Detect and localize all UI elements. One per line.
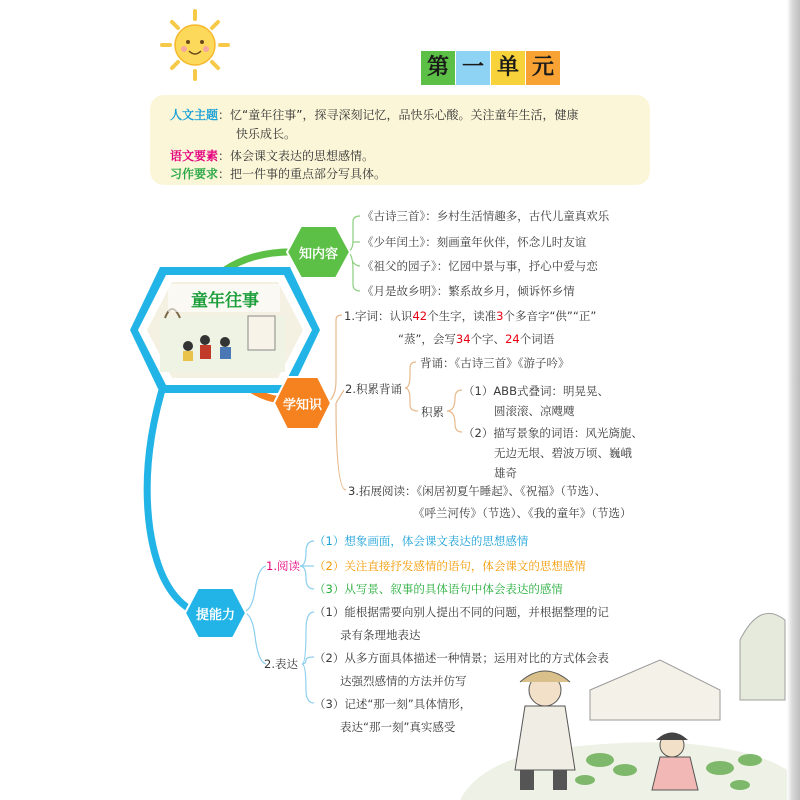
content-item: 《古诗三首》：乡村生活情趣多，古代儿童真欢乐 [362, 209, 610, 223]
extended-reading-line2: 《呼兰河传》（节选）、《我的童年》（节选） [413, 506, 632, 520]
collect-label: 积累 [421, 405, 444, 419]
content-item: 《少年闰土》：刻画童年伙伴，怀念儿时友谊 [362, 235, 587, 249]
expression-item-3-line2: 表达“那一刻”真实感受 [340, 720, 456, 734]
theme-label: 人文主题 [170, 108, 219, 122]
reading-item: （2）关注直接抒发感情的语句，体会课文的思想感情 [314, 559, 586, 573]
collect-item-1-line2: 圆滚滚、凉飕飕 [494, 404, 575, 418]
theme-text-cont: 快乐成长。 [236, 127, 297, 141]
center-title: 童年往事 [191, 291, 259, 311]
expression-item-1-line1: （1）能根据需要向别人提出不同的问题，并根据整理的记 [314, 605, 609, 619]
element-label: 语文要素 [170, 149, 219, 163]
unit-title-char-1: 第 [421, 51, 455, 85]
unit-title-char-4: 元 [526, 51, 560, 85]
knowledge-branch-label: 学知识 [282, 398, 322, 413]
collect-item-1-line1: （1）ABB式叠词：明晃晃、 [463, 384, 609, 398]
collect-item-2-line2: 无边无垠、碧波万顷、巍峨 [494, 446, 632, 460]
unit-title-char-3: 单 [491, 51, 525, 85]
collect-item-2-line1: （2）描写景象的词语：风光旖旎、 [463, 426, 643, 440]
writing-text: 把一件事的重点部分写具体。 [230, 167, 387, 181]
extended-reading-line1: 3.拓展阅读：《闲居初夏午睡起》、《祝福》（节选）、 [348, 484, 607, 498]
expression-item-3-line1: （3）记述“那一刻”具体情形， [314, 697, 472, 711]
expression-item-2-line2: 达强烈感情的方法并仿写 [340, 674, 467, 688]
content-item: 《祖父的园子》：忆园中景与事，抒心中爱与恋 [362, 259, 598, 273]
ability-branch-label: 提能力 [195, 608, 235, 623]
reading-label: 1.阅读 [266, 559, 300, 573]
knowledge-words-line2: “蒸”，会写34个字、24个词语 [398, 332, 555, 346]
collect-item-2-line3: 雄奇 [494, 466, 517, 480]
element-text: 体会课文表达的思想感情。 [230, 149, 375, 163]
reading-item: （3）从写景、叙事的具体语句中体会表达的感情 [314, 582, 563, 596]
recite-line: 背诵：《古诗三首》《游子吟》 [420, 356, 570, 370]
content-item: 《月是故乡明》：繁系故乡月，倾诉怀乡情 [362, 284, 575, 298]
reading-item: （1）想象画面，体会课文表达的思想感情 [314, 534, 529, 548]
theme-text: 忆“童年往事”，探寻深刻记忆，品快乐心酸。关注童年生活，健康 [230, 108, 579, 122]
writing-label: 习作要求 [170, 167, 219, 181]
expression-label: 2.表达 [264, 657, 298, 671]
unit-info-box: 人文主题：忆“童年往事”，探寻深刻记忆，品快乐心酸。关注童年生活，健康 快乐成长。 语文要素：体会课文表达的思想感情。 习作要求：把一件事的重点部分写具体。 [150, 95, 650, 185]
knowledge-words-line1: 1.字词：认识42个生字，读准3个多音字“供”“正” [344, 309, 597, 323]
content-branch-label: 知内容 [298, 247, 338, 262]
expression-item-1-line2: 录有条理地表达 [340, 628, 421, 642]
accumulate-label: 2.积累背诵 [345, 382, 402, 396]
unit-title-char-2: 一 [456, 51, 490, 85]
expression-item-2-line1: （2）从多方面具体描述一种情景；运用对比的方式体会表 [314, 651, 609, 665]
